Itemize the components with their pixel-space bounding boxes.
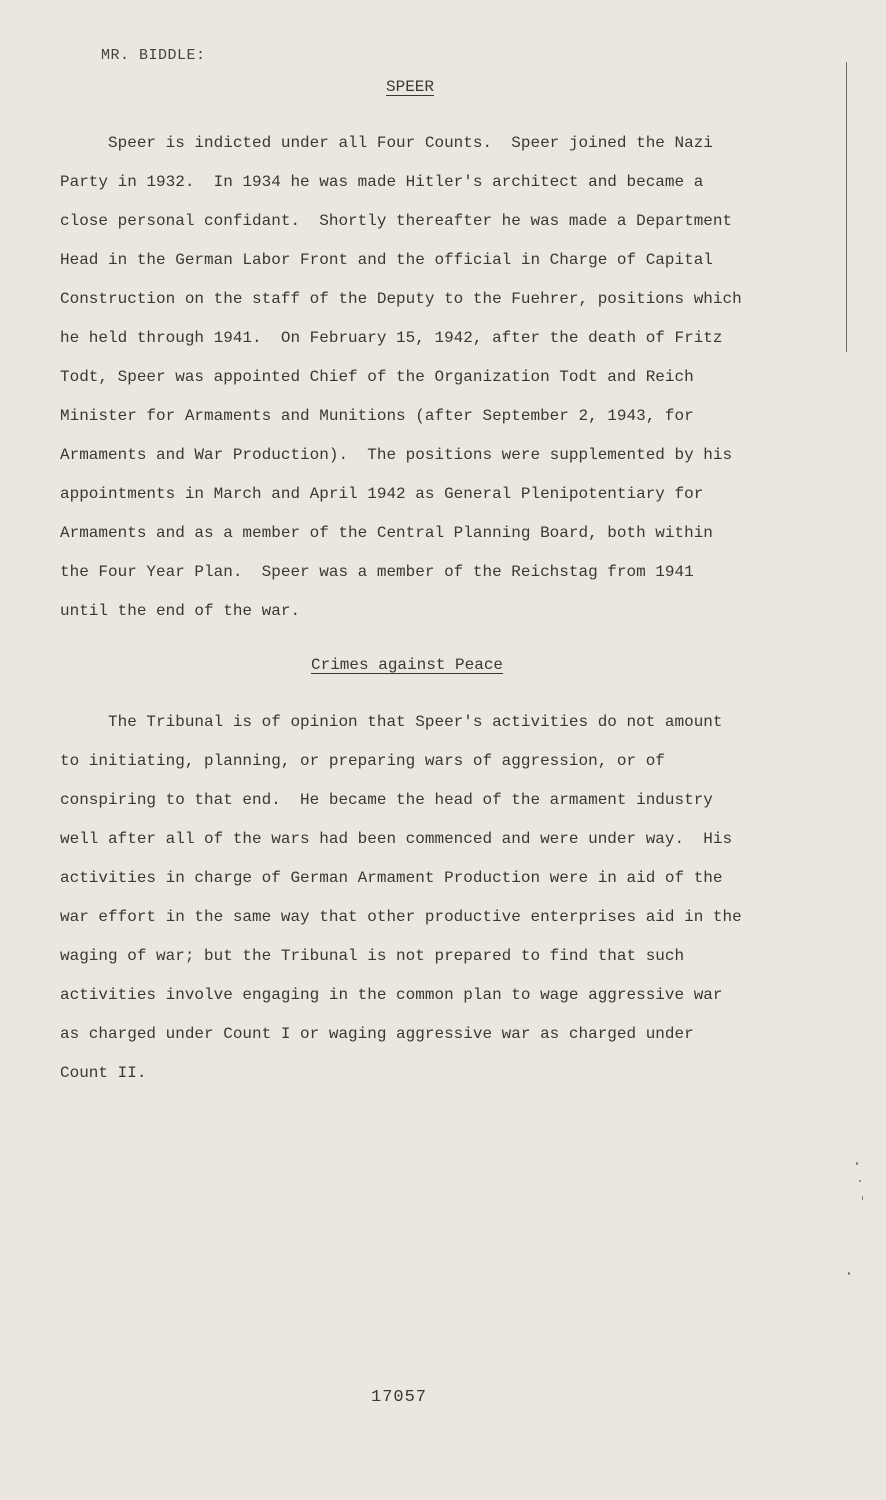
- paper-speck: [856, 1162, 858, 1165]
- text-line: the Four Year Plan. Speer was a member of the Reichstag from 1941: [60, 563, 694, 581]
- paragraph-indictment: [60, 124, 760, 631]
- text-line: Speer is indicted under all Four Counts. Speer joined the Nazi: [60, 134, 713, 152]
- addressee-header: MR. BIDDLE:: [101, 47, 206, 64]
- text-line: war effort in the same way that other productive enterprises aid in the: [60, 908, 742, 926]
- text-line: Minister for Armaments and Munitions (after September 2, 1943, for: [60, 407, 694, 425]
- text-line: waging of war; but the Tribunal is not prepared to find that such: [60, 947, 685, 965]
- text-line: Count II.: [60, 1064, 147, 1082]
- paper-speck: [862, 1196, 863, 1200]
- text-line: until the end of the war.: [60, 602, 301, 620]
- text-line: Armaments and as a member of the Central Planning Board, both within: [60, 524, 713, 542]
- paragraph-crimes-against-peace: [60, 703, 760, 1093]
- text-line: Party in 1932. In 1934 he was made Hitler's architect and became a: [60, 173, 704, 191]
- text-line: activities involve engaging in the common plan to wage aggressive war: [60, 986, 723, 1004]
- text-line: appointments in March and April 1942 as General Plenipotentiary for: [60, 485, 704, 503]
- text-line: Construction on the staff of the Deputy to the Fuehrer, positions which: [60, 290, 742, 308]
- section-title: SPEER: [386, 78, 435, 96]
- text-line: as charged under Count I or waging aggressive war as charged under: [60, 1025, 694, 1043]
- paper-speck: [859, 1180, 861, 1182]
- text-line: Head in the German Labor Front and the official in Charge of Capital: [60, 251, 713, 269]
- margin-rule: [846, 62, 847, 352]
- text-line: Armaments and War Production). The positions were supplemented by his: [60, 446, 733, 464]
- text-line: activities in charge of German Armament Production were in aid of the: [60, 869, 723, 887]
- text-line: conspiring to that end. He became the head of the armament industry: [60, 791, 713, 809]
- text-line: to initiating, planning, or preparing wars of aggression, or of: [60, 752, 665, 770]
- page-number: 17057: [371, 1388, 428, 1407]
- text-line: Todt, Speer was appointed Chief of the Organization Todt and Reich: [60, 368, 694, 386]
- text-line: close personal confidant. Shortly thereafter he was made a Department: [60, 212, 733, 230]
- text-line: well after all of the wars had been commenced and were under way. His: [60, 830, 733, 848]
- subheading-crimes-against-peace: Crimes against Peace: [311, 656, 504, 674]
- text-line: he held through 1941. On February 15, 1942, after the death of Fritz: [60, 329, 723, 347]
- paper-speck: [848, 1272, 850, 1275]
- text-line: The Tribunal is of opinion that Speer's activities do not amount: [60, 713, 723, 731]
